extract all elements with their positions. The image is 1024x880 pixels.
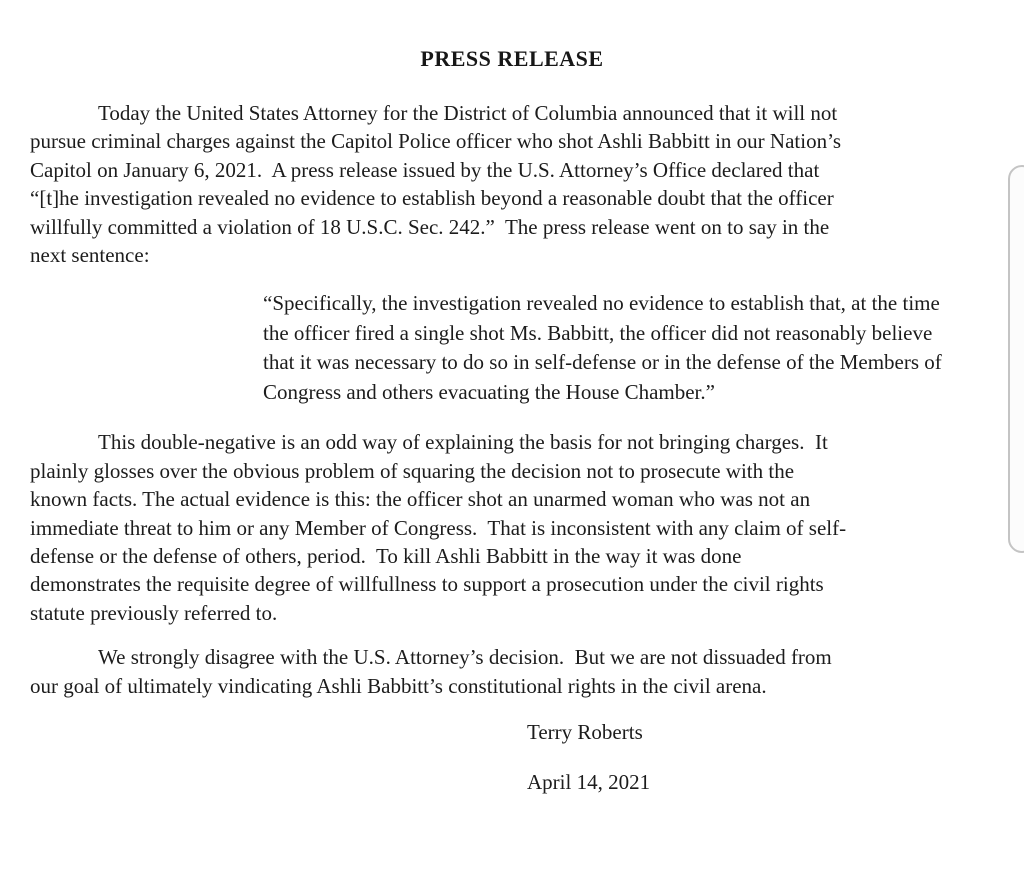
text-line: pursue criminal charges against the Capitol Police officer who shot Ashli Babbitt in our Nation’s bbox=[30, 129, 842, 154]
text-line: Congress and others evacuating the House Chamber.” bbox=[263, 379, 715, 404]
text-line: We strongly disagree with the U.S. Attorney’s decision. But we are not dissuaded from bbox=[98, 645, 832, 670]
text-line: Today the United States Attorney for the District of Columbia announced that it will not bbox=[98, 101, 838, 125]
signature-block bbox=[527, 718, 994, 796]
text-line: demonstrates the requisite degree of willfullness to support a prosecution under the civil rights bbox=[30, 572, 824, 597]
signature-date: April 14, 2021 bbox=[527, 770, 651, 795]
text-line: known facts. The actual evidence is this: the officer shot an unarmed woman who was not an bbox=[30, 487, 811, 512]
text-line: immediate threat to him or any Member of Congress. That is inconsistent with any claim of self- bbox=[30, 515, 847, 540]
text-line: “[t]he investigation revealed no evidence to establish beyond a reasonable doubt that the officer bbox=[30, 186, 834, 211]
signature-name: Terry Roberts bbox=[527, 720, 643, 745]
text-line: Capitol on January 6, 2021. A press release issued by the U.S. Attorney’s Office declared that bbox=[30, 157, 820, 182]
text-line: statute previously referred to. bbox=[30, 600, 278, 625]
block-quote bbox=[263, 289, 994, 407]
scrollbar-thumb[interactable] bbox=[1008, 165, 1024, 553]
text-line: next sentence: bbox=[30, 243, 150, 268]
text-line: willfully committed a violation of 18 U.S.C. Sec. 242.” The press release went on to say in the bbox=[30, 214, 830, 239]
paragraph-opening bbox=[30, 99, 994, 269]
press-release-title: PRESS RELEASE bbox=[420, 46, 604, 71]
text-line: plainly glosses over the obvious problem of squaring the decision not to prosecute with the bbox=[30, 458, 795, 483]
text-line: defense or the defense of others, period. To kill Ashli Babbitt in the way it was done bbox=[30, 544, 742, 569]
text-line: the officer fired a single shot Ms. Babbitt, the officer did not reasonably believe bbox=[263, 320, 933, 345]
paragraph-closing bbox=[30, 643, 994, 700]
text-line: that it was necessary to do so in self-defense or in the defense of the Members of bbox=[263, 350, 942, 375]
paragraph-analysis bbox=[30, 428, 994, 627]
text-line: This double-negative is an odd way of explaining the basis for not bringing charges. It bbox=[98, 430, 828, 455]
text-line: “Specifically, the investigation revealed no evidence to establish that, at the time bbox=[263, 291, 940, 316]
text-line: our goal of ultimately vindicating Ashli Babbitt’s constitutional rights in the civil arena. bbox=[30, 673, 767, 698]
